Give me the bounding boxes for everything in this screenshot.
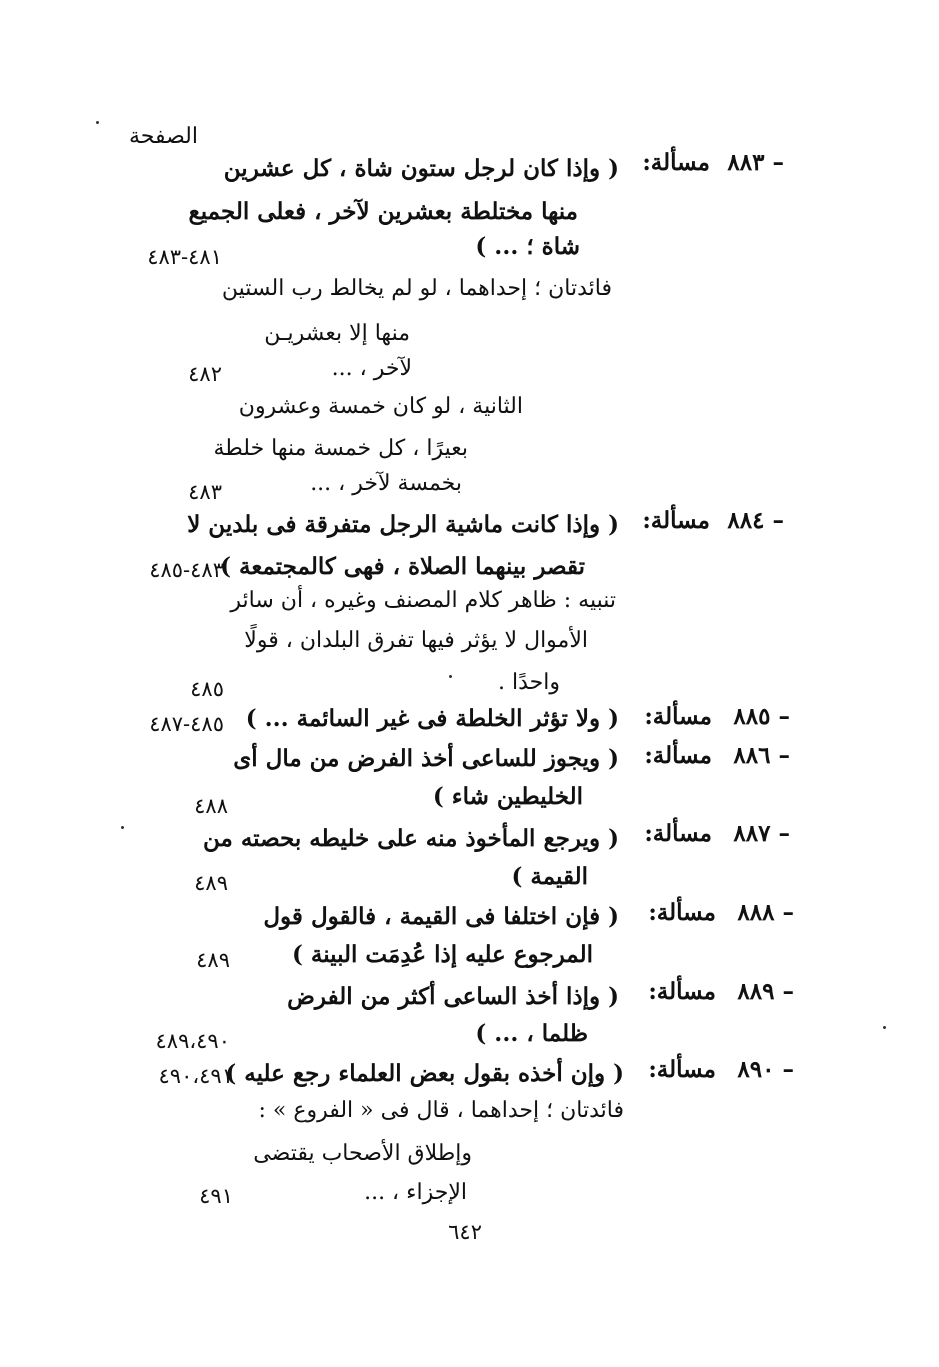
entry-text-line: تقصر بينهما الصلاة ، فهى كالمجتمعة ): [220, 553, 585, 580]
issue-label: مسألة:: [648, 978, 716, 1005]
page-number: ٦٤٢: [448, 1220, 482, 1244]
entry-text-line: منها مختلطة بعشرين لآخر ، فعلى الجميع: [188, 198, 578, 225]
page-reference: ٤٨٥: [190, 677, 224, 701]
page-reference: ٤٨٣: [188, 480, 222, 504]
page-reference: ٤٨٩: [196, 948, 230, 972]
entry-text-line: الخليطين شاء ): [432, 783, 583, 810]
note-text-line: فائدتان ؛ إحداهما ، لو لم يخالط رب الستين: [221, 276, 612, 301]
issue-label: مسألة:: [644, 703, 712, 730]
entry-text-line: ( وإن أخذه بقول بعض العلماء رجع عليه ): [225, 1060, 624, 1087]
issue-label: مسألة:: [644, 742, 712, 769]
page-reference: ٤٩٠،٤٩١: [158, 1064, 233, 1088]
entry-number: ٨٩٠ –: [737, 1056, 794, 1083]
entry-number: ٨٨٦ –: [733, 742, 790, 769]
note-text-line: لآخر ، ...: [331, 356, 412, 381]
page-reference: ٤٨٩: [194, 871, 228, 895]
entry-text-line: ( وإذا كان لرجل ستون شاة ، كل عشرين: [223, 155, 619, 182]
entry-text-line: ( ويرجع المأخوذ منه على خليطه بحصته من: [203, 825, 619, 852]
note-text-line: تنبيه : ظاهر كلام المصنف وغيره ، أن سائر: [230, 588, 616, 613]
page-reference: ٤٨٨: [194, 794, 228, 818]
note-text-line: الإجزاء ، ...: [364, 1180, 467, 1205]
entry-text-line: ظلما ، ... ): [475, 1020, 588, 1047]
entry-number: ٨٨٨ –: [737, 899, 794, 926]
entry-number: ٨٨٧ –: [733, 820, 790, 847]
entry-text-line: ( ويجوز للساعى أخذ الفرض من مال أى: [233, 745, 619, 772]
page-reference: ٤٨٩،٤٩٠: [155, 1029, 230, 1053]
page-reference: ٤٩١: [199, 1184, 233, 1208]
note-text-line: منها إلا بعشريـن: [264, 321, 410, 346]
scan-speck: [96, 121, 99, 124]
note-text-line: وإطلاق الأصحاب يقتضى: [253, 1141, 472, 1166]
entry-number: ٨٨٤ –: [727, 507, 784, 534]
scan-speck: [449, 675, 452, 678]
note-text-line: الثانية ، لو كان خمسة وعشرون: [238, 394, 523, 419]
entry-text-line: ( وإذا أخذ الساعى أكثر من الفرض: [287, 983, 619, 1010]
entry-text-line: ( ولا تؤثر الخلطة فى غير السائمة ... ): [245, 705, 619, 732]
scan-speck: [121, 826, 124, 829]
entry-text-line: المرجوع عليه إذا عُدِمَت البينة ): [291, 941, 593, 968]
note-text-line: بخمسة لآخر ، ...: [310, 471, 462, 496]
note-text-line: واحدًا .: [498, 670, 560, 695]
issue-label: مسألة:: [648, 899, 716, 926]
entry-text-line: ( وإذا كانت ماشية الرجل متفرقة فى بلدين لا: [187, 511, 619, 538]
issue-label: مسألة:: [642, 507, 710, 534]
page-reference: ٤٨٥-٤٨٧: [149, 712, 224, 736]
page-reference: ٤٨١-٤٨٣: [147, 245, 222, 269]
entry-number: ٨٨٩ –: [737, 978, 794, 1005]
entry-text-line: ( فإن اختلفا فى القيمة ، فالقول قول: [263, 903, 619, 930]
page-column-label: الصفحة: [128, 124, 198, 149]
entry-text-line: شاة ؛ ... ): [475, 233, 580, 260]
scan-speck: [883, 1026, 886, 1029]
note-text-line: الأموال لا يؤثر فيها تفرق البلدان ، قولًا: [244, 628, 588, 653]
note-text-line: فائدتان ؛ إحداهما ، قال فى « الفروع » :: [258, 1098, 624, 1123]
entry-number: ٨٨٥ –: [733, 703, 790, 730]
entry-number: ٨٨٣ –: [727, 149, 784, 176]
note-text-line: بعيرًا ، كل خمسة منها خلطة: [213, 436, 468, 461]
issue-label: مسألة:: [648, 1056, 716, 1083]
issue-label: مسألة:: [642, 149, 710, 176]
page-reference: ٤٨٣-٤٨٥: [149, 558, 224, 582]
page-reference: ٤٨٢: [188, 362, 222, 386]
entry-text-line: القيمة ): [511, 863, 588, 890]
issue-label: مسألة:: [644, 820, 712, 847]
